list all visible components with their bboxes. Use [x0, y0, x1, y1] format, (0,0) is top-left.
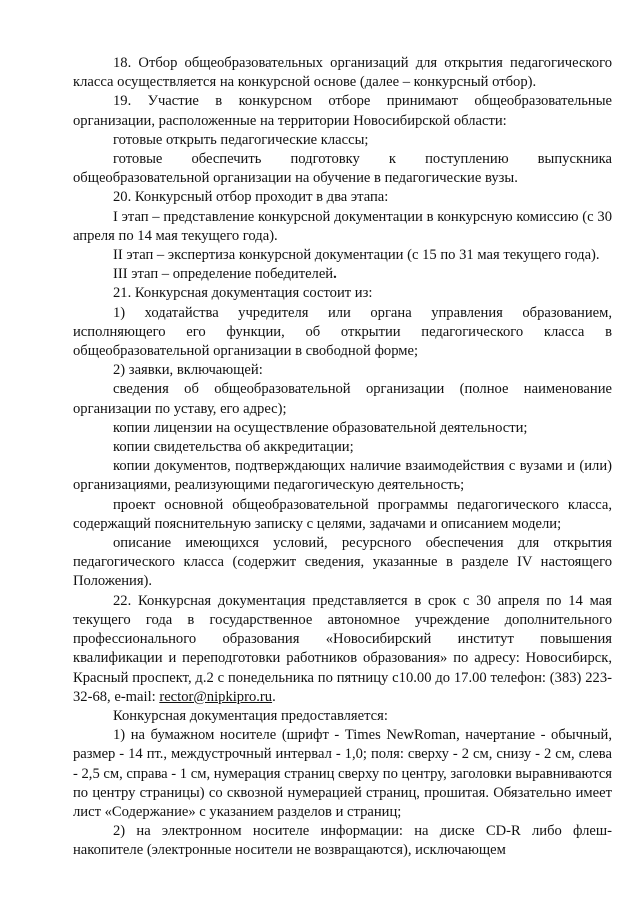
paragraph-23: Конкурсная документация предоставляется: [113, 707, 388, 724]
paragraph-19: 19. Участие в конкурсном отборе принимают общеобразовательные организации, расположенные на территории Новосибирской области: [73, 93, 612, 129]
paragraph-21-item-1: 1) ходатайства учредителя или органа управления образованием, исполняющего его функции, об открытии педагогического класса в общеобразовательной организации в свободной форме; [73, 304, 612, 360]
paragraph-19-item-2: готовые обеспечить подготовку к поступлению выпускника общеобразовательной организации на обучение в педагогические вузы. [73, 151, 612, 187]
paragraph-22-end: . [272, 688, 276, 705]
paragraph-18: 18. Отбор общеобразовательных организаций для открытия педагогического класса осуществляется на конкурсной основе (далее – конкурсный отбор). [73, 55, 612, 91]
paragraph-22 [73, 592, 612, 707]
document-page [73, 54, 612, 861]
paragraph-21-subitem-3: копии свидетельства об аккредитации; [113, 439, 354, 456]
paragraph-20-stage-2: II этап – экспертиза конкурсной документации (с 15 по 31 мая текущего года). [113, 247, 600, 264]
paragraph-23-item-2: 2) на электронном носителе информации: на диске CD-R либо флеш-накопителе (электронные носители не возвращаются), исключающем [73, 823, 612, 859]
paragraph-21-subitem-5: проект основной общеобразовательной программы педагогического класса, содержащий пояснительную записку с целями, задачами и описанием модели; [73, 496, 612, 532]
paragraph-20-stage-3 [73, 265, 612, 284]
email-link[interactable]: rector@nipkipro.ru [159, 688, 273, 705]
paragraph-21-subitem-2: копии лицензии на осуществление образовательной деятельности; [113, 419, 528, 436]
paragraph-21: 21. Конкурсная документация состоит из: [113, 285, 373, 302]
paragraph-21-subitem-6: описание имеющихся условий, ресурсного обеспечения для открытия педагогического класса (содержит сведения, указанные в разделе IV настоящего Положения). [73, 535, 612, 590]
paragraph-22-text: 22. Конкурсная документация представляется в срок с 30 апреля по 14 мая текущего года в государственное автономное учреждение дополнительного профессионального образования «Новосибирский институт повышения квалификации и переподготовки работников образования» по адресу: Новосибирск, Красный проспект, д.2 с понедельника по пятницу с10.00 до 17.00 телефон: (383) 223-32-68, e-mail: [73, 592, 612, 705]
paragraph-21-item-2: 2) заявки, включающей: [113, 362, 263, 379]
stage-3-period: . [333, 266, 337, 283]
paragraph-23-item-1: 1) на бумажном носителе (шрифт - Times NewRoman, начертание - обычный, размер - 14 пт., междустрочный интервал - 1,0; поля: сверху - 2 см, снизу - 2 см, слева - 2,5 см, справа - 1 см, нумерация страниц сверху по центру, заголовки выравниваются по центру страницы) со сквозной нумерацией страниц, прошитая. Обязательно имеет лист «Содержание» с указанием разделов и страниц; [73, 727, 613, 820]
paragraph-21-subitem-1: сведения об общеобразовательной организации (полное наименование организации по уставу, его адрес); [73, 381, 612, 417]
paragraph-20-stage-1: I этап – представление конкурсной документации в конкурсную комиссию (с 30 апреля по 14 мая текущего года). [73, 208, 612, 244]
paragraph-21-subitem-4: копии документов, подтверждающих наличие взаимодействия с вузами и (или) организациями, реализующими педагогическую деятельность; [73, 458, 612, 494]
paragraph-19-item-1: готовые открыть педагогические классы; [113, 131, 369, 148]
stage-3-text: III этап – определение победителей [113, 266, 334, 283]
paragraph-20: 20. Конкурсный отбор проходит в два этапа: [113, 189, 389, 206]
